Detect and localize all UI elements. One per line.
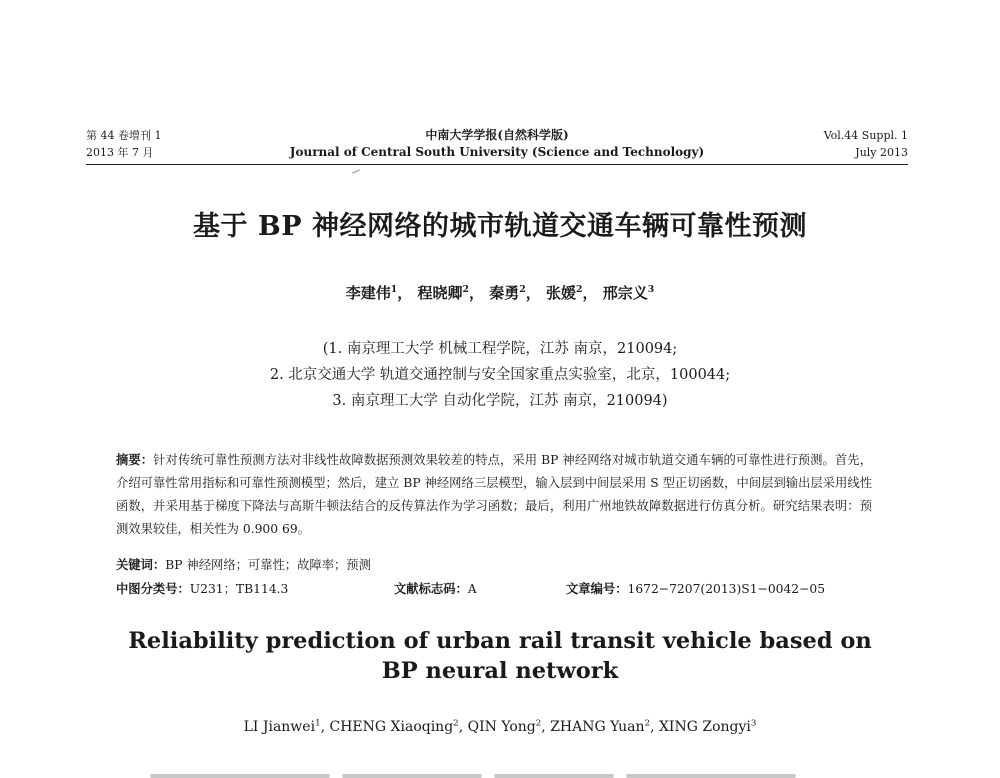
author-affil-mark: 2	[535, 718, 542, 729]
article-id	[566, 577, 825, 601]
author-affil-mark: 2	[453, 718, 459, 729]
author-list-en	[0, 719, 1000, 735]
header-rule	[86, 164, 908, 165]
author-affil-mark: 2	[462, 284, 469, 295]
header-date-en: July 2013	[855, 146, 908, 159]
author-affil-mark: 2	[519, 284, 526, 295]
author-separator: ，	[525, 284, 541, 302]
clc-value: U231；TB114.3	[189, 582, 289, 596]
clc-number	[116, 577, 288, 601]
author-list-zh	[0, 282, 1000, 303]
header-journal-zh: 中南大学学报(自然科学版)	[425, 128, 569, 142]
keywords-label: 关键词：	[116, 557, 166, 572]
author-zh: 张媛	[546, 284, 577, 302]
author-affil-mark: 2	[576, 284, 583, 295]
author-affil-mark: 1	[390, 284, 398, 295]
scan-mark	[352, 169, 360, 173]
keywords-text: BP 神经网络；可靠性；故障率；预测	[165, 558, 371, 572]
affiliation-line: 3. 南京理工大学 自动化学院，江苏 南京，210094)	[332, 393, 668, 409]
document-code	[394, 577, 477, 601]
header-volume-zh: 第 44 卷增刊 1	[86, 129, 162, 142]
author-separator: ，	[397, 284, 413, 302]
article-id-value: 1672−7207(2013)S1−0042−05	[627, 582, 826, 596]
author-affil-mark: 2	[644, 718, 651, 729]
author-affil-mark: 3	[647, 284, 655, 295]
title-en-line: BP neural network	[381, 658, 619, 684]
classification-line	[116, 577, 872, 600]
abstract-label: 摘要：	[116, 452, 154, 467]
affiliation-line: (1. 南京理工大学 机械工程学院，江苏 南京，210094;	[322, 341, 678, 357]
abstract-text: 针对传统可靠性预测方法对非线性故障数据预测效果较差的特点，采用 BP 神经网络对城市轨道交通车辆的可靠性进行预测。首先，介绍可靠性常用指标和可靠性预测模型；然后，建立 BP 神经网络三层模型，输入层到中间层采用 S 型正切函数，中间层到输出层采用线性函数，并采用基于梯度下降法与高斯牛顿法结合的反传算法作为学习函数；最后，利用广州地铁故障数据进行仿真分析。研究结果表明：预测效果较佳，相关性为 0.900 69。	[116, 453, 872, 536]
author-en: LI Jianwei	[243, 719, 316, 735]
author-separator: ,	[541, 719, 551, 735]
author-separator: ,	[458, 719, 468, 735]
author-separator: ，	[582, 284, 598, 302]
article-id-label: 文章编号：	[566, 581, 628, 596]
author-affil-mark: 1	[315, 718, 321, 729]
doc-code-value: A	[467, 582, 477, 596]
header-volume-en: Vol.44 Suppl. 1	[823, 129, 908, 142]
author-zh: 程晓卿	[417, 284, 463, 302]
author-en: CHENG Xiaoqing	[329, 719, 454, 735]
abstract-zh	[116, 448, 872, 541]
author-en: QIN Yong	[467, 719, 536, 735]
affiliation-line: 2. 北京交通大学 轨道交通控制与安全国家重点实验室，北京，100044;	[269, 367, 731, 383]
author-separator: ，	[469, 284, 485, 302]
clc-label: 中图分类号：	[116, 581, 190, 596]
author-en: XING Zongyi	[658, 719, 751, 735]
header-journal-en: Journal of Central South University (Science and Technology)	[289, 145, 705, 159]
journal-header	[86, 128, 908, 168]
author-affil-mark: 3	[750, 718, 757, 729]
author-zh: 李建伟	[345, 284, 391, 302]
keywords-zh	[116, 553, 872, 577]
header-date-zh: 2013 年 7 月	[86, 146, 154, 159]
author-separator: ,	[320, 719, 330, 735]
title-en-line: Reliability prediction of urban rail transit vehicle based on	[128, 628, 872, 654]
author-separator: ,	[650, 719, 659, 735]
doc-code-label: 文献标志码：	[394, 581, 468, 596]
cropped-affiliation-line	[150, 771, 850, 778]
author-zh: 邢宗义	[602, 284, 648, 302]
author-zh: 秦勇	[489, 284, 520, 302]
paper-title-zh: 基于 BP 神经网络的城市轨道交通车辆可靠性预测	[193, 211, 807, 242]
paper-title-en	[0, 626, 1000, 686]
author-en: ZHANG Yuan	[550, 719, 645, 735]
affiliations-zh	[0, 336, 1000, 414]
